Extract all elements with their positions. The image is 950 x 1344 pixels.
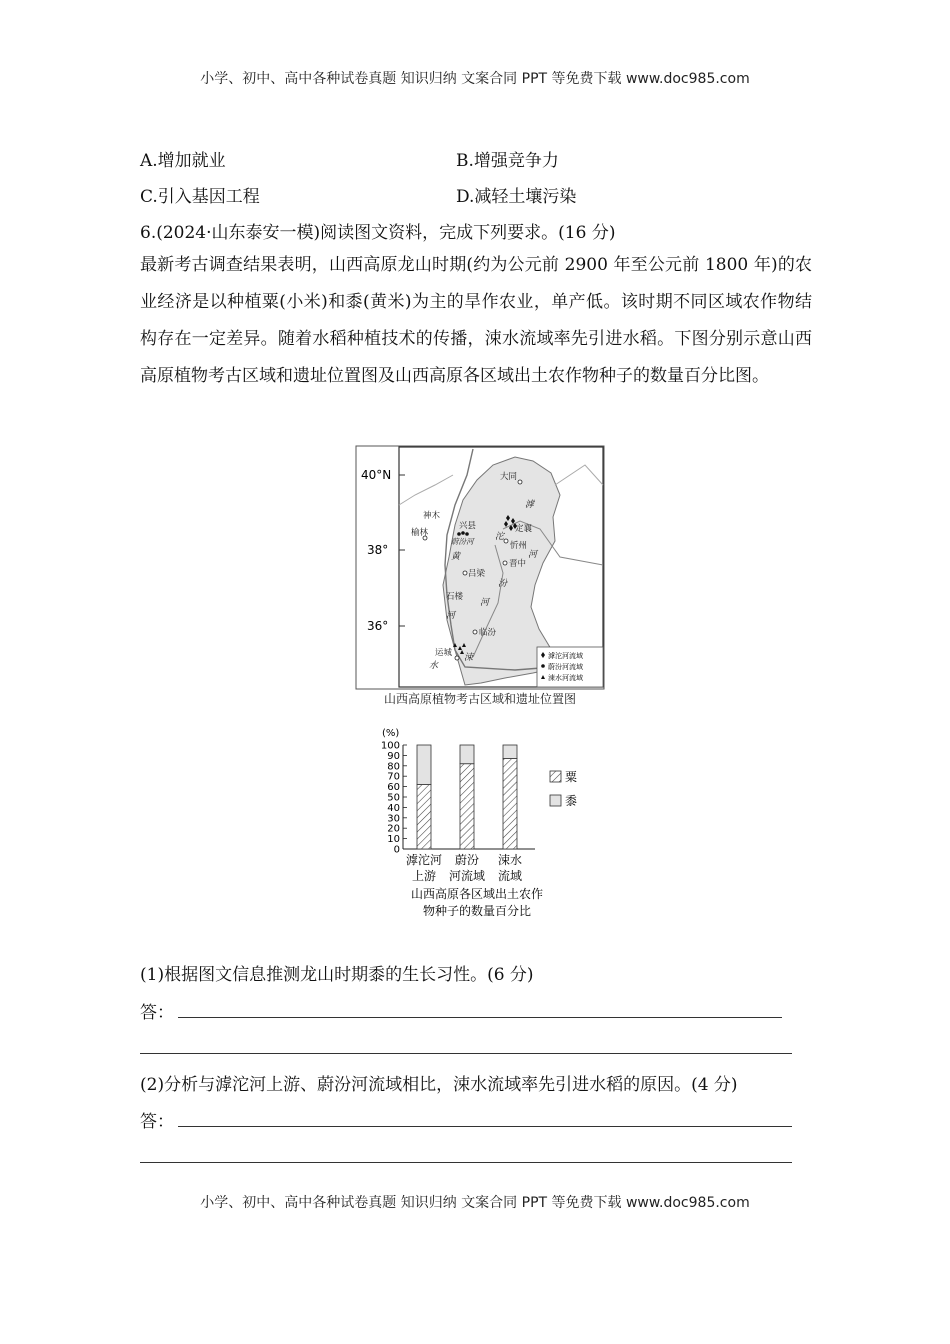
option-b: B.增强竞争力 — [456, 151, 559, 171]
label-dingxiang: 定襄 — [515, 524, 533, 534]
label-lvliang: 吕梁 — [468, 569, 486, 579]
river-hu: 滹 — [525, 500, 535, 510]
label-xingxian: 兴县 — [459, 521, 477, 531]
label-yulin: 榆林 — [411, 528, 429, 538]
label-yuncheng: 运城 — [435, 648, 453, 658]
dot-linfen — [473, 630, 477, 634]
legend-su-swatch — [550, 771, 561, 782]
question-title: 6.(2024·山东泰安一模)阅读图文资料，完成下列要求。(16 分) — [140, 223, 616, 243]
y-tick-label: 60 — [387, 782, 400, 794]
x-category-label: 蔚汾 — [454, 853, 480, 867]
river-su: 涑 — [464, 653, 474, 663]
river-he2: 河 — [446, 611, 456, 621]
answer-line-2b[interactable] — [140, 1162, 792, 1163]
answer-label-2: 答： — [140, 1112, 174, 1132]
page-footer: 小学、初中、高中各种试卷真题 知识归纳 文案合同 PPT 等免费下载 www.doc985.com — [200, 1195, 750, 1211]
fenhe-site-3 — [465, 532, 469, 536]
legend-sushui: 涑水河流域 — [548, 674, 583, 682]
map-caption: 山西高原植物考古区域和遗址位置图 — [383, 692, 576, 706]
x-category-label: 上游 — [411, 869, 437, 883]
legend-su: 粟 — [565, 770, 578, 784]
option-a: A.增加就业 — [140, 151, 226, 171]
label-xinzhou: 忻州 — [510, 541, 528, 551]
seed-percentage-chart — [355, 724, 615, 924]
y-tick-label: 80 — [387, 761, 400, 773]
bar-su — [503, 759, 517, 849]
option-c: C.引入基因工程 — [140, 187, 260, 207]
question-body: 最新考古调查结果表明，山西高原龙山时期(约为公元前 2900 年至公元前 1800 年)的农业经济是以种植粟(小米)和黍(黄米)为主的旱作农业，单产低。该时期不同区域农作物结构存在一定差异。随着水稻种植技术的传播，涑水流域率先引进水稻。下图分别示意山西高原植物考古区域和遗址位置图及山西高原各区域出土农作物种子的数量百分比图。 — [140, 255, 812, 386]
lat-40: 40°N — [361, 468, 392, 482]
x-category-label: 滹沱河 — [405, 853, 443, 867]
bar-shu — [460, 745, 474, 764]
answer-line-2a[interactable] — [178, 1126, 792, 1127]
y-tick-label: 50 — [387, 792, 400, 804]
subquestion-1: (1)根据图文信息推测龙山时期黍的生长习性。(6 分) — [140, 965, 534, 985]
answer-line-1b[interactable] — [140, 1053, 792, 1054]
lat-36: 36° — [367, 619, 389, 633]
label-linfen: 临汾 — [479, 628, 497, 638]
answer-line-1a[interactable] — [178, 1017, 782, 1018]
y-tick-label: 70 — [387, 771, 400, 783]
river-fenhe: 蔚汾河 — [451, 537, 474, 546]
dot-xinzhou — [504, 539, 508, 543]
river-he1: 河 — [528, 550, 538, 560]
river-tuo: 沱 — [495, 532, 505, 542]
dot-yuncheng — [455, 656, 459, 660]
river-huang: 黄 — [451, 552, 461, 562]
shanxi-map — [355, 445, 605, 690]
y-tick-label: 30 — [387, 813, 400, 825]
answer-label-1: 答： — [140, 1003, 174, 1023]
bar-su — [460, 764, 474, 849]
legend-dot-icon — [541, 664, 545, 668]
dot-datong — [518, 480, 522, 484]
chart-title-line-2: 物种子的数量百分比 — [422, 904, 532, 918]
label-shilou: 石楼 — [446, 592, 464, 602]
legend-shu-swatch — [550, 795, 561, 806]
dot-lvliang — [463, 571, 467, 575]
map-legend — [537, 647, 603, 687]
y-axis-label: (%) — [382, 728, 400, 739]
y-tick-label: 100 — [380, 740, 400, 752]
bar-su — [417, 785, 431, 849]
bar-shu — [417, 745, 431, 785]
y-tick-label: 20 — [387, 823, 400, 835]
option-d: D.减轻土壤污染 — [456, 187, 577, 207]
lat-38: 38° — [367, 543, 389, 557]
chart-legend — [550, 770, 577, 808]
x-category-label: 流域 — [497, 869, 523, 883]
fenhe-site-2 — [461, 531, 465, 535]
label-jinzhong: 晋中 — [509, 559, 527, 569]
x-category-label: 河流域 — [448, 869, 486, 883]
river-he3: 河 — [480, 598, 490, 608]
page-header: 小学、初中、高中各种试卷真题 知识归纳 文案合同 PPT 等免费下载 www.doc985.com — [200, 71, 750, 87]
legend-hutuo: 滹沱河流域 — [548, 652, 583, 660]
subquestion-2: (2)分析与滹沱河上游、蔚汾河流域相比，涑水流域率先引进水稻的原因。(4 分) — [140, 1075, 738, 1095]
legend-shu: 黍 — [565, 794, 578, 808]
y-tick-label: 10 — [387, 834, 400, 846]
label-shenmu: 神木 — [423, 511, 441, 521]
legend-fenhe: 蔚汾河流域 — [548, 663, 583, 671]
bar-shu — [503, 745, 517, 759]
y-tick-label: 40 — [387, 802, 400, 814]
y-tick-label: 0 — [393, 844, 400, 856]
chart-title-line-1: 山西高原各区域出土农作 — [410, 887, 544, 901]
river-shui: 水 — [429, 661, 439, 671]
x-category-label: 涑水 — [497, 853, 523, 867]
fenhe-site-1 — [457, 532, 461, 536]
label-datong: 大同 — [500, 472, 518, 482]
dot-jinzhong — [503, 561, 507, 565]
river-fen: 汾 — [498, 579, 508, 589]
y-tick-label: 90 — [387, 750, 400, 762]
